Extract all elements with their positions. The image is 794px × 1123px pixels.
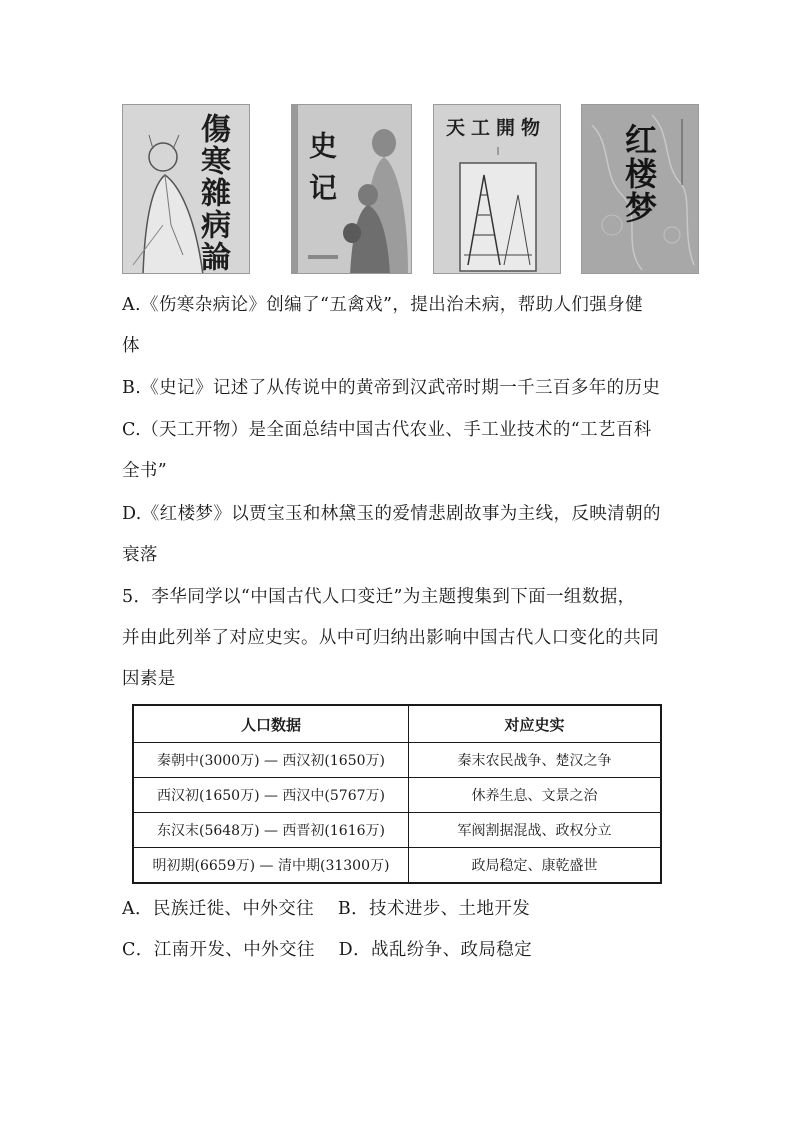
shiji-book-cover [291,104,412,274]
question-5-line-3: 因素是 [122,669,176,689]
header-historical-facts: 对应史实 [409,705,662,743]
book-cover-images [0,104,794,274]
header-population-data: 人口数据 [133,705,409,743]
fact-cell: 政局稳定、康乾盛世 [409,848,662,884]
population-cell: 明初期(6659万) — 清中期(31300万) [133,848,409,884]
cover-title: 天工開物 [446,117,547,139]
table-row [133,813,661,848]
fact-cell: 军阀割据混战、政权分立 [409,813,662,848]
table-header-row [133,705,661,743]
answer-options-ab: A．民族迁徙、中外交往 B．技术进步、土地开发 [122,899,531,919]
option-b-line: B.《史记》记述了从传说中的黄帝到汉武帝时期一千三百多年的历史 [122,378,661,398]
population-cell: 东汉末(5648万) — 西晋初(1616万) [133,813,409,848]
fact-cell: 秦末农民战争、楚汉之争 [409,743,662,778]
answer-options-cd: C．江南开发、中外交往 D．战乱纷争、政局稳定 [122,940,533,960]
option-d-line-1: D.《红楼梦》以贾宝玉和林黛玉的爱情悲剧故事为主线，反映清朝的 [122,504,661,524]
option-a-line-1: A.《伤寒杂病论》创编了“五禽戏”，提出治未病，帮助人们强身健 [122,295,643,315]
population-cell: 西汉初(1650万) — 西汉中(5767万) [133,778,409,813]
scholar-figure-illustration [123,105,250,274]
option-d-line-2: 衰落 [122,545,158,565]
cover-title: 红楼梦 [620,123,658,225]
cover-title: 史记 [305,131,338,215]
hongloumeng-book-cover [581,104,699,274]
shanghan-book-cover [122,104,250,274]
option-a-line-2: 体 [122,336,140,356]
population-table [132,704,662,884]
question-5-line-1: 5．李华同学以“中国古代人口变迁”为主题搜集到下面一组数据， [122,587,636,607]
table-row [133,743,661,778]
fact-cell: 休养生息、文景之治 [409,778,662,813]
option-c-line-1: C.（天工开物）是全面总结中国古代农业、手工业技术的“工艺百科 [122,420,652,440]
option-c-line-2: 全书” [122,461,168,481]
table-row [133,848,661,884]
tiangong-book-cover [433,104,561,274]
cover-title: 傷寒雜病論 [195,113,230,273]
population-cell: 秦朝中(3000万) — 西汉初(1650万) [133,743,409,778]
table-row [133,778,661,813]
question-5-line-2: 并由此列举了对应史实。从中可归纳出影响中国古代人口变化的共同 [122,628,659,648]
